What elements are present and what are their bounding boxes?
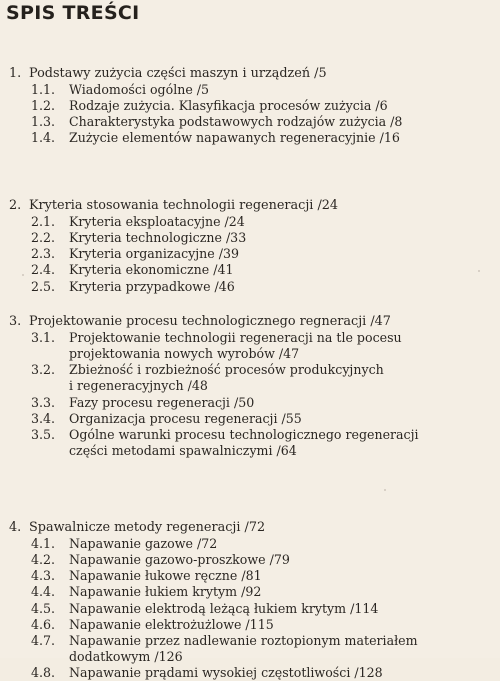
- section-title: Organizacja procesu regeneracji /55: [69, 410, 302, 426]
- toc-section: [31, 601, 378, 617]
- toc-section: [31, 230, 246, 246]
- section-title: Napawanie gazowo-proszkowe /79: [69, 552, 290, 568]
- toc-chapter: [9, 520, 265, 536]
- toc-section: [31, 584, 261, 600]
- section-number: 1.2.: [31, 98, 56, 114]
- page-title: SPIS TREŚCI: [6, 2, 140, 24]
- section-title: Kryteria technologiczne /33: [69, 230, 247, 246]
- section-title: Fazy procesu regeneracji /50: [69, 394, 255, 410]
- section-number: 2.3.: [31, 246, 56, 262]
- print-speck: [478, 270, 480, 272]
- section-title: Kryteria przypadkowe /46: [69, 278, 235, 294]
- toc-section: [31, 246, 239, 262]
- section-title: Wiadomości ogólne /5: [69, 82, 210, 98]
- section-number: 2.2.: [31, 230, 56, 246]
- section-title: Rodzaje zużycia. Klasyfikacja procesów zużycia /6: [69, 98, 388, 114]
- section-title-continuation: projektowania nowych wyrobów /47: [69, 346, 300, 362]
- chapter-number: 4.: [9, 520, 22, 535]
- toc-section: [31, 411, 302, 427]
- toc-section: [31, 395, 254, 411]
- toc-section: [31, 617, 274, 633]
- section-number: 4.6.: [31, 616, 56, 632]
- section-number: 2.1.: [31, 214, 56, 230]
- chapter-title: Podstawy zużycia części maszyn i urządzeń /5: [29, 66, 327, 81]
- section-title-continuation: dodatkowym /126: [69, 648, 183, 664]
- section-number: 1.4.: [31, 130, 56, 146]
- chapter-number: 2.: [9, 198, 22, 213]
- section-number: 3.1.: [31, 330, 56, 346]
- toc-section: [31, 427, 419, 443]
- section-title: Napawanie elektrożużlowe /115: [69, 616, 274, 632]
- toc-section: [31, 665, 383, 681]
- chapter-title: Kryteria stosowania technologii regeneracji /24: [29, 198, 339, 213]
- toc-section: [31, 82, 209, 98]
- section-number: 3.4.: [31, 410, 56, 426]
- toc-section: [31, 536, 217, 552]
- section-title: Napawanie łukiem krytym /92: [69, 584, 262, 600]
- section-title: Kryteria ekonomiczne /41: [69, 262, 234, 278]
- section-number: 4.2.: [31, 552, 56, 568]
- toc-chapter: [9, 66, 327, 82]
- section-title: Charakterystyka podstawowych rodzajów zużycia /8: [69, 114, 403, 130]
- section-title: Projektowanie technologii regeneracji na tle pocesu: [69, 330, 402, 346]
- section-number: 4.5.: [31, 600, 56, 616]
- section-number: 4.1.: [31, 536, 56, 552]
- chapter-number: 1.: [9, 66, 22, 81]
- section-title: Napawanie przez nadlewanie roztopionym materiałem: [69, 632, 418, 648]
- section-number: 2.4.: [31, 262, 56, 278]
- section-number: 2.5.: [31, 278, 56, 294]
- toc-section: [31, 130, 400, 146]
- section-title: Kryteria organizacyjne /39: [69, 246, 239, 262]
- section-number: 4.3.: [31, 568, 56, 584]
- toc-section: [31, 262, 233, 278]
- section-number: 4.8.: [31, 664, 56, 680]
- toc-chapter: [9, 198, 338, 214]
- toc-section: [31, 330, 402, 346]
- section-title: Zbieżność i rozbieżność procesów produkcyjnych: [69, 362, 384, 378]
- print-speck: [22, 274, 24, 276]
- section-number: 3.5.: [31, 426, 56, 442]
- print-speck: [384, 489, 386, 491]
- toc-chapter: [9, 314, 391, 330]
- section-number: 3.3.: [31, 394, 56, 410]
- section-title: Ogólne warunki procesu technologicznego regeneracji: [69, 426, 419, 442]
- section-title: Napawanie łukowe ręczne /81: [69, 568, 262, 584]
- chapter-number: 3.: [9, 314, 22, 329]
- toc-section: [31, 633, 418, 649]
- section-title: Napawanie elektrodą leżącą łukiem krytym /114: [69, 600, 379, 616]
- toc-section: [31, 568, 262, 584]
- section-number: 4.4.: [31, 584, 56, 600]
- section-title: Zużycie elementów napawanych regeneracyjnie /16: [69, 130, 400, 146]
- toc-section: [31, 552, 290, 568]
- section-number: 1.1.: [31, 82, 56, 98]
- section-title-continuation: i regeneracyjnych /48: [69, 378, 208, 394]
- section-number: 3.2.: [31, 362, 56, 378]
- chapter-title: Projektowanie procesu technologicznego regneracji /47: [29, 314, 391, 329]
- section-number: 4.7.: [31, 632, 56, 648]
- toc-section: [31, 214, 245, 230]
- toc-section: [31, 362, 384, 378]
- section-title-continuation: części metodami spawalniczymi /64: [69, 442, 297, 458]
- toc-section: [31, 98, 388, 114]
- chapter-title: Spawalnicze metody regeneracji /72: [29, 520, 266, 535]
- section-number: 1.3.: [31, 114, 56, 130]
- section-title: Napawanie prądami wysokiej częstotliwości /128: [69, 664, 383, 680]
- toc-section: [31, 279, 235, 295]
- section-title: Napawanie gazowe /72: [69, 536, 218, 552]
- toc-section: [31, 114, 402, 130]
- section-title: Kryteria eksploatacyjne /24: [69, 214, 245, 230]
